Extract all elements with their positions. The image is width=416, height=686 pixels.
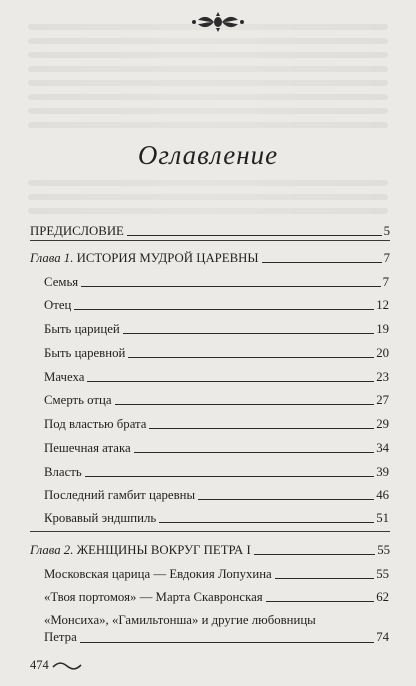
leader-line	[87, 381, 374, 382]
toc-entry[interactable]	[44, 441, 389, 456]
toc-entry-label: Власть	[44, 465, 82, 479]
toc-entry[interactable]	[44, 511, 389, 526]
page-footer	[30, 658, 82, 673]
toc-entry-page: 23	[376, 370, 389, 384]
toc-entry-page: 29	[376, 417, 389, 431]
show-through-text	[28, 208, 388, 214]
toc-entry-preface[interactable]	[30, 224, 390, 239]
toc-entry[interactable]	[44, 417, 389, 432]
leader-line	[115, 404, 375, 405]
leader-line	[80, 642, 374, 643]
toc-entry[interactable]	[44, 298, 389, 313]
toc-entry-label: Последний гамбит царевны	[44, 488, 196, 502]
toc-entry-page: 7	[383, 251, 390, 265]
show-through-text	[28, 108, 388, 114]
toc-entry-label: Кровавый эндшпиль	[44, 511, 157, 525]
chapter-prefix: Глава 2.	[30, 543, 74, 557]
floral-ornament-icon	[190, 12, 246, 32]
toc-entry-label: Быть царевной	[44, 346, 126, 360]
toc-entry-label: ПРЕДИСЛОВИЕ	[30, 224, 124, 238]
toc-entry-label: Семья	[44, 275, 79, 289]
toc-chapter-1[interactable]	[30, 251, 390, 266]
toc-entry[interactable]	[44, 567, 389, 582]
page-title: Оглавление	[137, 140, 279, 170]
toc-chapter-2[interactable]	[30, 543, 390, 558]
tilde-ornament-icon	[52, 661, 82, 671]
page-number: 474	[30, 658, 49, 672]
chapter-title: ЖЕНЩИНЫ ВОКРУГ ПЕТРА I	[76, 543, 251, 557]
toc-entry-label: Петра	[44, 630, 77, 644]
leader-line	[266, 601, 375, 602]
toc-entry[interactable]	[44, 370, 389, 385]
show-through-text	[28, 80, 388, 86]
toc-entry-page: 62	[376, 590, 389, 604]
show-through-text	[28, 94, 388, 100]
toc-entry-page: 46	[376, 488, 389, 502]
toc-entry-label: «Монсиха», «Гамильтонша» и другие любовницы	[44, 613, 316, 627]
toc-entry[interactable]	[44, 275, 389, 290]
toc-entry[interactable]	[44, 393, 389, 408]
toc-entry-page: 51	[376, 511, 389, 525]
toc-entry[interactable]	[44, 465, 389, 480]
toc-entry-page: 27	[376, 393, 389, 407]
toc-entry-page: 55	[377, 543, 390, 557]
leader-line	[85, 476, 374, 477]
toc-entry-page: 19	[376, 322, 389, 336]
toc-entry-label: Под властью брата	[44, 417, 147, 431]
show-through-text	[28, 66, 388, 72]
leader-line	[123, 333, 374, 334]
chapter-title: ИСТОРИЯ МУДРОЙ ЦАРЕВНЫ	[76, 251, 259, 265]
toc-entry-label: «Твоя портомоя» — Марта Скавронская	[44, 590, 263, 604]
leader-line	[254, 554, 375, 555]
toc-entry[interactable]	[44, 322, 389, 337]
show-through-text	[28, 38, 388, 44]
toc-entry[interactable]	[44, 612, 389, 646]
toc-entry-page: 5	[383, 224, 390, 238]
toc-entry-page: 20	[376, 346, 389, 360]
toc-entry[interactable]	[44, 346, 389, 361]
leader-line	[81, 286, 380, 287]
show-through-text	[28, 122, 388, 128]
leader-line	[275, 578, 374, 579]
toc-entry-page: 12	[376, 298, 389, 312]
show-through-text	[28, 180, 388, 186]
toc-entry-page: 34	[376, 441, 389, 455]
chapter-prefix: Глава 1.	[30, 251, 74, 265]
toc-entry-label: Смерть отца	[44, 393, 112, 407]
toc-entry-label: Мачеха	[44, 370, 85, 384]
leader-line	[128, 357, 374, 358]
toc-entry-page: 55	[376, 567, 389, 581]
show-through-text	[28, 194, 388, 200]
leader-line	[134, 452, 375, 453]
show-through-text	[28, 52, 388, 58]
toc-entry-label: Быть царицей	[44, 322, 120, 336]
leader-line	[262, 262, 382, 263]
leader-line	[149, 428, 374, 429]
toc-entry[interactable]	[44, 590, 389, 605]
leader-line	[127, 235, 382, 236]
toc-entry-page: 74	[376, 630, 389, 644]
leader-line	[74, 309, 374, 310]
divider	[30, 240, 390, 241]
divider	[30, 531, 390, 532]
toc-entry-page: 39	[376, 465, 389, 479]
leader-line	[159, 522, 374, 523]
toc-entry[interactable]	[44, 488, 389, 503]
toc-entry-label: Пешечная атака	[44, 441, 131, 455]
toc-entry-label: Отец	[44, 298, 72, 312]
toc-entry-label: Московская царица — Евдокия Лопухина	[44, 567, 272, 581]
toc-entry-page: 7	[382, 275, 389, 289]
leader-line	[198, 499, 374, 500]
